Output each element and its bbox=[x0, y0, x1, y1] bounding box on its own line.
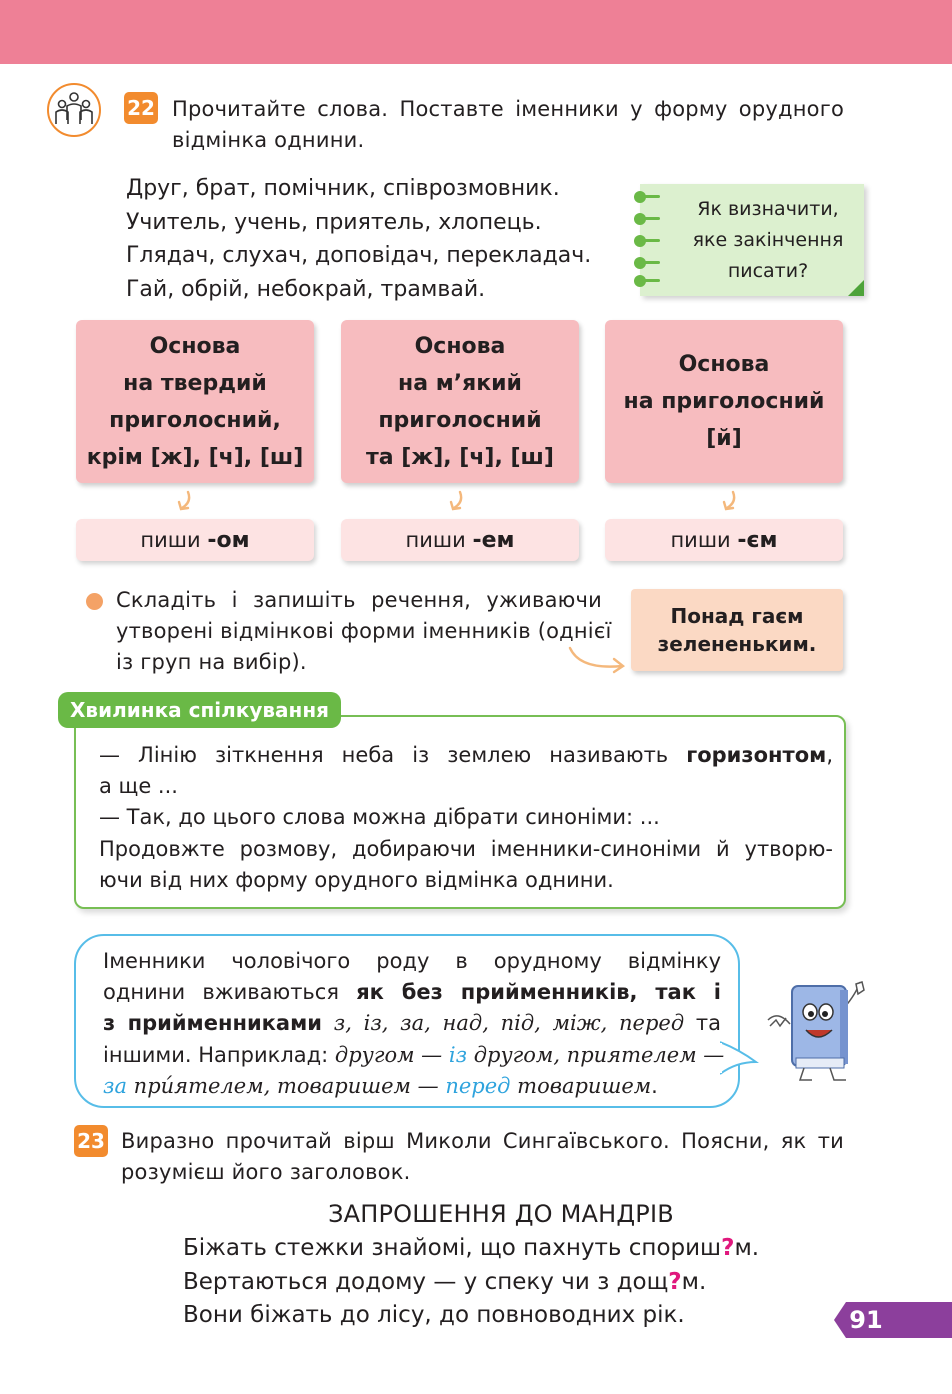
rule-line: Основа bbox=[414, 333, 506, 359]
word-line: Гай, обрій, небокрай, трамвай. bbox=[126, 276, 486, 302]
poem-line: Вертаються додому — у спеку чи з дощ?м. bbox=[183, 1268, 707, 1295]
rule-box-yot bbox=[605, 320, 843, 483]
communication-text bbox=[99, 740, 833, 896]
word-line: Друг, брат, помічник, співрозмовник. bbox=[126, 176, 560, 201]
bubble-tail bbox=[720, 1040, 760, 1080]
ending-suffix: -ем bbox=[472, 528, 515, 553]
exercise-task bbox=[172, 94, 844, 156]
book-character-icon bbox=[764, 978, 874, 1086]
communication-label: Хвилинка спілкування bbox=[58, 692, 341, 728]
dialogue-line: а ще ... bbox=[99, 774, 178, 799]
task-line: із груп на вибір). bbox=[116, 650, 307, 674]
task-line: Складіть і запишіть речення, уживаючи bbox=[116, 588, 602, 612]
ending-prefix: пиши bbox=[140, 528, 208, 552]
arrow-right-icon bbox=[566, 640, 630, 674]
curved-arrow-icon bbox=[719, 490, 741, 514]
ending-box-em bbox=[341, 519, 579, 561]
exercise-task bbox=[121, 1126, 844, 1188]
task-line: утворені відмінкові форми іменників (однієї bbox=[116, 619, 612, 643]
ending-suffix: -єм bbox=[737, 528, 778, 553]
task-line: розумієш його заголовок. bbox=[121, 1160, 411, 1184]
rule-line: [й] bbox=[706, 426, 742, 451]
header-bar bbox=[0, 0, 952, 64]
page-curl-icon bbox=[848, 280, 864, 296]
example-line: Понад гаєм bbox=[670, 604, 804, 628]
rule-line: приголосний bbox=[378, 407, 542, 433]
rule-line: приголосний, bbox=[109, 407, 281, 433]
rule-text bbox=[103, 946, 725, 1102]
rule-line: на твердий bbox=[123, 370, 267, 396]
word-list bbox=[126, 172, 591, 306]
hint-line: писати? bbox=[727, 260, 809, 282]
rule-line: на м’який bbox=[398, 370, 522, 396]
curved-arrow-icon bbox=[446, 490, 468, 514]
exercise-number: 22 bbox=[124, 92, 158, 124]
task-line: Виразно прочитай вірш Миколи Сингаївського. Поясни, як ти bbox=[121, 1129, 844, 1153]
poem bbox=[183, 1232, 759, 1333]
dialogue-line: ючи від них форму орудного відмінка однини. bbox=[99, 867, 614, 892]
bullet-icon bbox=[86, 593, 103, 610]
rule-line: Іменники чоловічого роду в орудному відмінку bbox=[103, 949, 721, 973]
bullet-task bbox=[116, 585, 612, 678]
rule-line: з прийменниками з, із, за, над, під, між, перед та bbox=[103, 1011, 721, 1036]
rule-line: та [ж], [ч], [ш] bbox=[366, 444, 554, 470]
dialogue-line: Продовжте розмову, добираючи іменники-синоніми й утворю- bbox=[99, 836, 833, 861]
word-line: Учитель, учень, приятель, хлопець. bbox=[126, 209, 542, 235]
dialogue-line: — Лінію зіткнення неба із землею називають горизонтом, bbox=[99, 743, 833, 767]
people-group-icon bbox=[46, 82, 102, 138]
rule-line: Основа bbox=[678, 352, 770, 377]
rule-line: іншими. Наприклад: другом — із другом, приятелем — bbox=[103, 1042, 725, 1067]
rule-line: на приголосний bbox=[623, 389, 825, 414]
hint-line: Як визначити, bbox=[697, 198, 839, 220]
curved-arrow-icon bbox=[174, 490, 196, 514]
ending-suffix: -ом bbox=[207, 528, 250, 553]
hint-text bbox=[640, 194, 864, 287]
ending-box-om bbox=[76, 519, 314, 561]
poem-line: Біжать стежки знайомі, що пахнуть спориш?м. bbox=[183, 1235, 760, 1261]
poem-title: ЗАПРОШЕННЯ ДО МАНДРІВ bbox=[328, 1200, 674, 1228]
page-number: 91 bbox=[849, 1306, 883, 1334]
rule-box-soft bbox=[341, 320, 579, 483]
task-line: Прочитайте слова. Поставте іменники у форму орудного bbox=[172, 97, 844, 121]
poem-line: Вони біжать до лісу, до повноводних рік. bbox=[183, 1302, 685, 1328]
example-line: зелененьким. bbox=[657, 632, 817, 656]
hint-line: яке закінчення bbox=[692, 229, 844, 251]
word-line: Глядач, слухач, доповідач, перекладач. bbox=[126, 243, 592, 268]
dialogue-line: — Так, до цього слова можна дібрати синоніми: ... bbox=[99, 805, 660, 830]
rule-line: однини вживаються як без прийменників, так і bbox=[103, 980, 721, 1005]
task-line: відмінка однини. bbox=[172, 128, 365, 152]
rule-box-hard bbox=[76, 320, 314, 483]
ending-box-yem bbox=[605, 519, 843, 561]
rule-line: Основа bbox=[149, 333, 241, 359]
hint-note bbox=[640, 184, 864, 296]
exercise-number: 23 bbox=[74, 1125, 108, 1157]
rule-line: крім [ж], [ч], [ш] bbox=[86, 444, 304, 470]
rule-line: за при́ятелем, товаришем — перед товаришем. bbox=[103, 1073, 658, 1098]
example-card bbox=[631, 589, 843, 671]
ending-prefix: пиши bbox=[670, 528, 738, 552]
ending-prefix: пиши bbox=[405, 528, 473, 552]
